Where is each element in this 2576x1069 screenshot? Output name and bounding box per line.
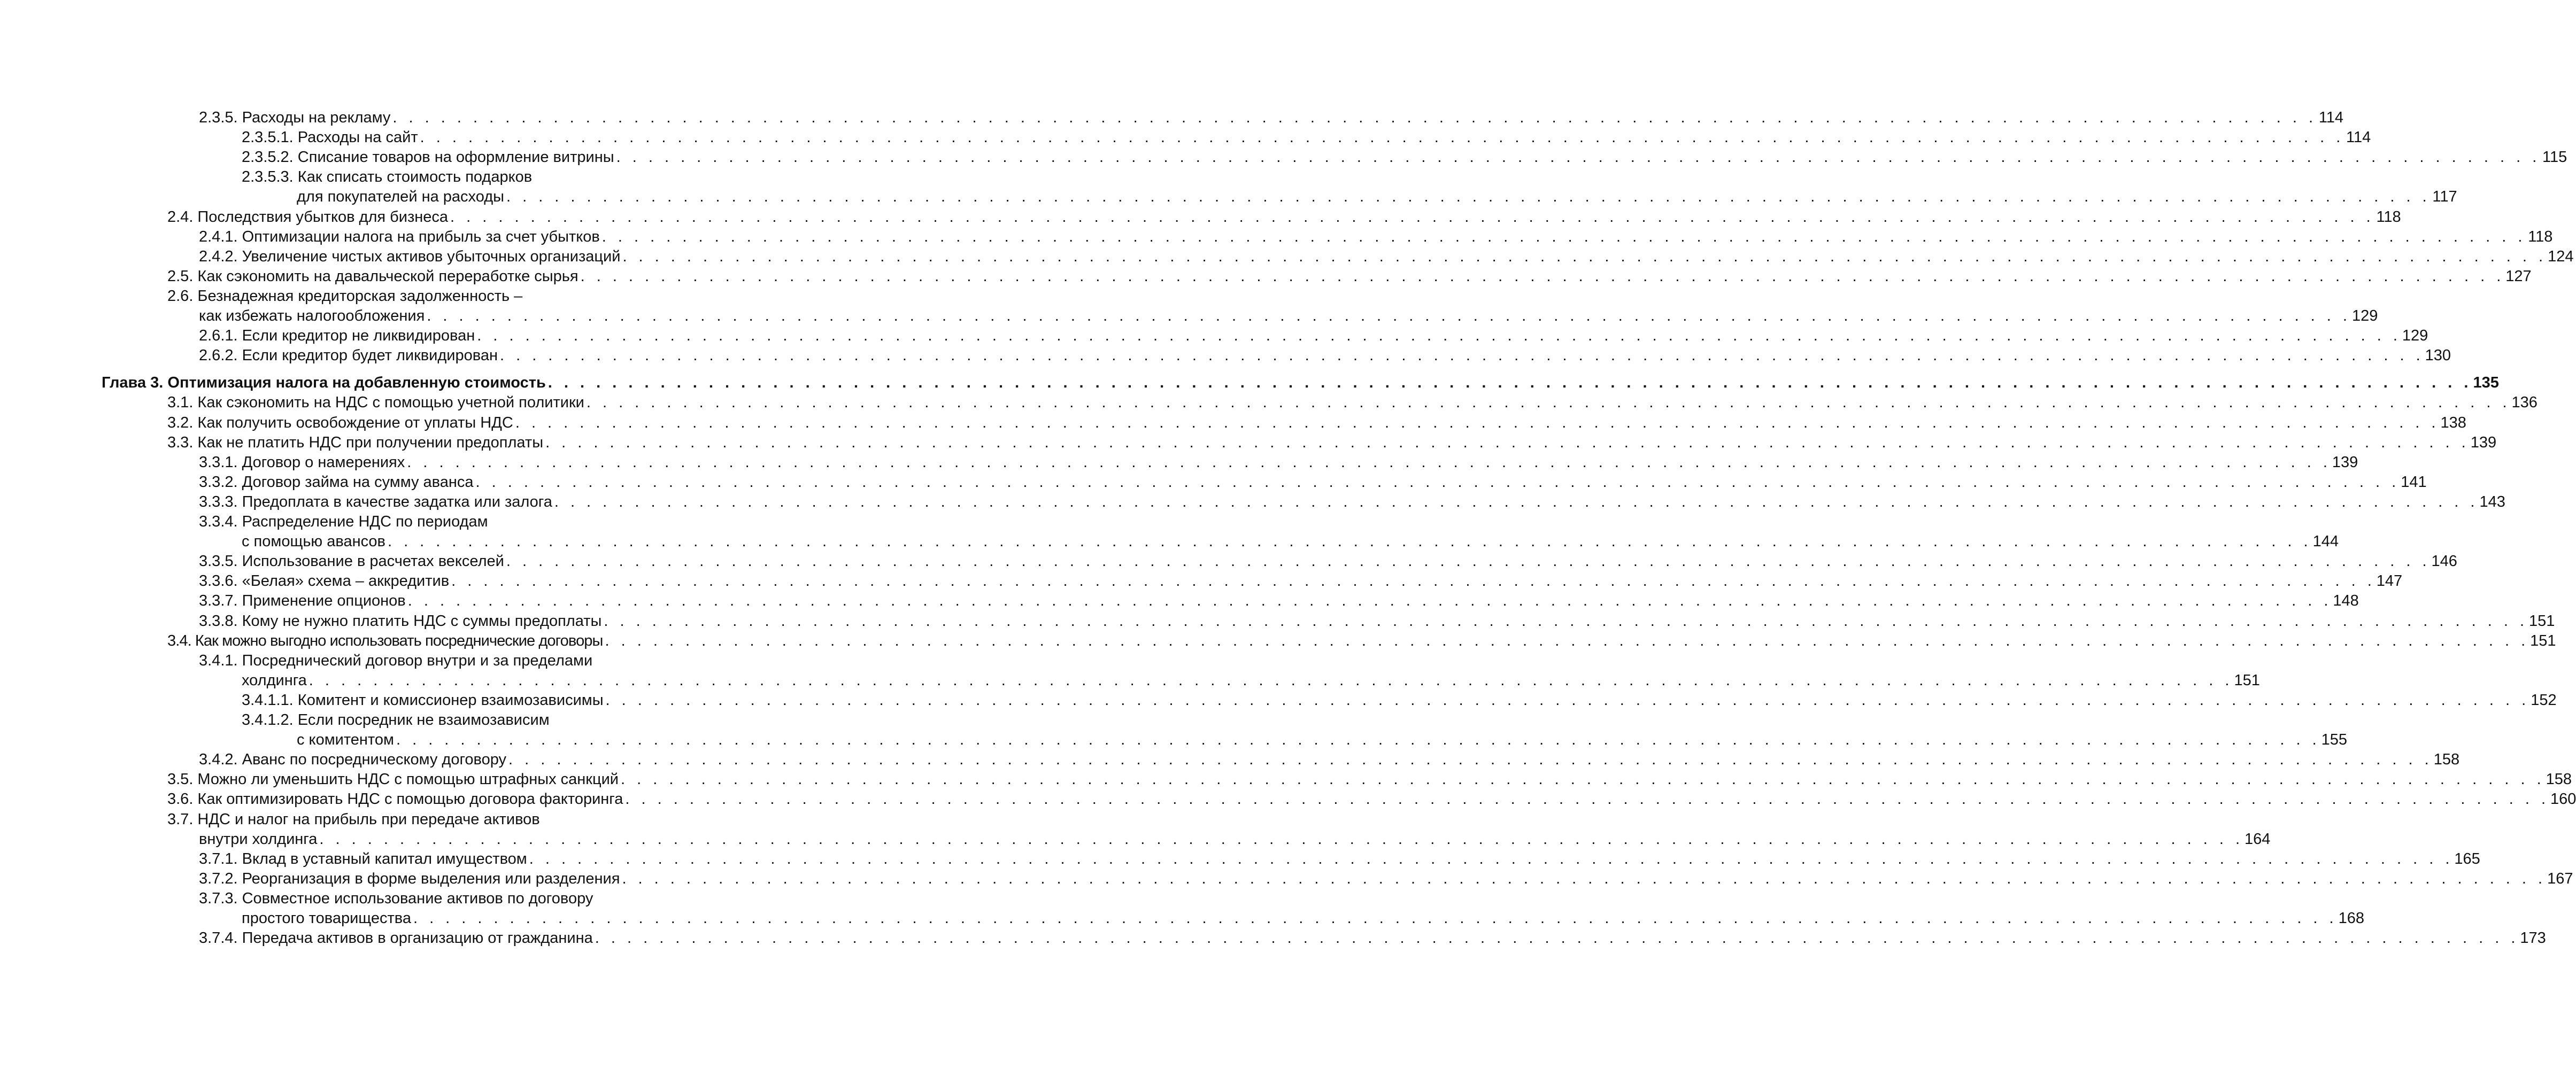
toc-entry-title: 3.3. Как не платить НДС при получении предоплаты (167, 434, 544, 451)
toc-page-number: 118 (2376, 208, 2401, 226)
toc-dot-leader: . . . . . . . . . . . . . . . . . . . . . . . . . . . . . . . . . . . . . . . . . . . . . . . . . . . . . . . . . . . . . . . . . . . . . . . . . . . . . . . . . . . . . . . . . . . . . . . . . . . . . . . . . . . . . . . . . . . . . . . . (622, 870, 2547, 887)
toc-dot-leader: . . . . . . . . . . . . . . . . . . . . . . . . . . . . . . . . . . . . . . . . . . . . . . . . . . . . . . . . . . . . . . . . . . . . . . . . . . . . . . . . . . . . . . . . . . . . . . . . . . . . . . . . . . . . . . . . . . . . . . . . (413, 910, 2338, 927)
toc-entry-title: 3.3.4. Распределение НДС по периодам (199, 513, 488, 530)
toc-page-number: 114 (2346, 129, 2371, 146)
toc-dot-leader: . . . . . . . . . . . . . . . . . . . . . . . . . . . . . . . . . . . . . . . . . . . . . . . . . . . . . . . . . . . . . . . . . . . . . . . . . . . . . . . . . . . . . . . . . . . . . . . . . . . . . . . . . . . . . . . . . . . . . . . . (319, 831, 2244, 848)
toc-entry-title: 2.3.5.3. Как списать стоимость подарков (242, 168, 533, 185)
toc-page-number: 158 (2546, 771, 2572, 788)
toc-entry-title: 3.7.3. Совместное использование активов по договору (199, 890, 593, 907)
toc-page-number: 167 (2547, 870, 2573, 887)
toc-page-number: 118 (2528, 228, 2553, 245)
toc-entry (199, 108, 2344, 127)
toc-page-number: 144 (2312, 533, 2339, 550)
toc-dot-leader: . . . . . . . . . . . . . . . . . . . . . . . . . . . . . . . . . . . . . . . . . . . . . . . . . . . . . . . . . . . . . . . . . . . . . . . . . . . . . . . . . . . . . . . . . . . . . . . . . . . . . . . . . . . . . . . . . . . . . . . . (407, 454, 2331, 471)
toc-page-number: 168 (2338, 910, 2364, 927)
toc-entry (297, 730, 2348, 749)
toc-entry (167, 207, 2401, 227)
toc-page-number: 165 (2454, 850, 2480, 867)
toc-dot-leader: . . . . . . . . . . . . . . . . . . . . . . . . . . . . . . . . . . . . . . . . . . . . . . . . . . . . . . . . . . . . . . . . . . . . . . . . . . . . . . . . . . . . . . . . . . . . . . . . . . . . . . . . . . . . . . . . . . . . . . . . (451, 572, 2376, 590)
toc-entry (199, 611, 2555, 631)
toc-dot-leader: . . . . . . . . . . . . . . . . . . . . . . . . . . . . . . . . . . . . . . . . . . . . . . . . . . . . . . . . . . . . . . . . . . . . . . . . . . . . . . . . . . . . . . . . . . . . . . . . . . . . . . . . . . . . . . . . . . . . . . . . (508, 751, 2433, 768)
toc-page-number: 135 (2473, 374, 2499, 391)
toc-dot-leader: . . . . . . . . . . . . . . . . . . . . . . . . . . . . . . . . . . . . . . . . . . . . . . . . . . . . . . . . . . . . . . . . . . . . . . . . . . . . . . . . . . . . . . . . . . . . . . . . . . . . . . . . . . . . . . . . . . . . . . . . (427, 307, 2351, 324)
toc-entry-title: 3.6. Как оптимизировать НДС с помощью договора факторинга (167, 791, 623, 808)
toc-dot-leader: . . . . . . . . . . . . . . . . . . . . . . . . . . . . . . . . . . . . . . . . . . . . . . . . . . . . . . . . . . . . . . . . . . . . . . . . . . . . . . . . . . . . . . . . . . . . . . . . . . . . . . . . . . . . . . . . . . . . . . . . (595, 929, 2519, 947)
toc-dot-leader: . . . . . . . . . . . . . . . . . . . . . . . . . . . . . . . . . . . . . . . . . . . . . . . . . . . . . . . . . . . . . . . . . . . . . . . . . . . . . . . . . . . . . . . . . . . . . . . . . . . . . . . . . . . . . . . . . . . . . . . . (420, 129, 2344, 146)
toc-dot-leader: . . . . . . . . . . . . . . . . . . . . . . . . . . . . . . . . . . . . . . . . . . . . . . . . . . . . . . . . . . . . . . . . . . . . . . . . . . . . . . . . . . . . . . . . . . . . . . . . . . . . . . . . . . . . . . . . . . . . . . . . (506, 553, 2431, 570)
toc-entry-title: 3.4.2. Аванс по посредническому договору (199, 751, 507, 768)
toc-entry-title: для покупателей на расходы (297, 188, 504, 205)
toc-entry-wrapped (199, 889, 659, 908)
toc-entry (199, 928, 2546, 948)
toc-dot-leader: . . . . . . . . . . . . . . . . . . . . . . . . . . . . . . . . . . . . . . . . . . . . . . . . . . . . . . . . . . . . . . . . . . . . . . . . . . . . . . . . . . . . . . . . . . . . . . . . . . . . . . . . . . . . . . . . . . . . . . . . (554, 493, 2479, 510)
toc-dot-leader: . . . . . . . . . . . . . . . . . . . . . . . . . . . . . . . . . . . . . . . . . . . . . . . . . . . . . . . . . . . . . . . . . . . . . . . . . . . . . . . . . . . . . . . . . . . . . . . . . . . . . . . . . . . . . . . . . . . . . . . . (616, 149, 2541, 166)
toc-entry (199, 849, 2480, 869)
toc-entry (102, 373, 2499, 392)
toc-entry-title: с комитентом (297, 731, 394, 748)
toc-entry (199, 306, 2378, 326)
toc-entry-title: 3.4.1.1. Комитент и комиссионер взаимозависимы (242, 692, 604, 709)
toc-dot-leader: . . . . . . . . . . . . . . . . . . . . . . . . . . . . . . . . . . . . . . . . . . . . . . . . . . . . . . . . . . . . . . . . . . . . . . . . . . . . . . . . . . . . . . . . . . . . . . . . . . . . . . . . . . . . . . . . . . . . . . . . (392, 109, 2317, 126)
toc-dot-leader: . . . . . . . . . . . . . . . . . . . . . . . . . . . . . . . . . . . . . . . . . . . . . . . . . . . . . . . . . . . . . . . . . . . . . . . . . . . . . . . . . . . . . . . . . . . . . . . . . . . . . . . . . . . . . . . . . . . . . . . . (605, 692, 2530, 709)
toc-entry (242, 148, 2567, 167)
toc-entry (167, 413, 2466, 432)
toc-entry (199, 247, 2574, 266)
toc-entry-title: 3.7.2. Реорганизация в форме выделения или разделения (199, 870, 620, 887)
toc-page-number: 158 (2433, 751, 2460, 768)
toc-page-number: 117 (2432, 188, 2457, 205)
toc-entry-title: как избежать налогообложения (199, 307, 425, 324)
toc-entry (242, 532, 2339, 551)
toc-page-number: 160 (2550, 791, 2576, 808)
toc-entry (199, 227, 2553, 246)
toc-page-number: 141 (2401, 474, 2427, 491)
toc-page-number: 146 (2431, 553, 2457, 570)
toc-dot-leader: . . . . . . . . . . . . . . . . . . . . . . . . . . . . . . . . . . . . . . . . . . . . . . . . . . . . . . . . . . . . . . . . . . . . . . . . . . . . . . . . . . . . . . . . . . . . . . . . . . . . . . . . . . . . . . . . . . . . . . . . (506, 188, 2431, 205)
toc-entry-title: 3.3.5. Использование в расчетах векселей (199, 553, 504, 570)
toc-entry-wrapped (199, 651, 659, 670)
toc-dot-leader: . . . . . . . . . . . . . . . . . . . . . . . . . . . . . . . . . . . . . . . . . . . . . . . . . . . . . . . . . . . . . . . . . . . . . . . . . . . . . . . . . . . . . . . . . . . . . . . . . . . . . . . . . . . . . . . . . . . . . . . . (621, 771, 2545, 788)
toc-entry (199, 453, 2358, 472)
toc-dot-leader: . . . . . . . . . . . . . . . . . . . . . . . . . . . . . . . . . . . . . . . . . . . . . . . . . . . . . . . . . . . . . . . . . . . . . . . . . . . . . . . . . . . . . . . . . . . . . . . . . . . . . . . . . . . . . . . . . . . . . . . . (387, 533, 2312, 550)
toc-entry-wrapped (242, 167, 659, 187)
toc-entry-title: простого товарищества (242, 910, 411, 927)
toc-page-number: 164 (2245, 831, 2271, 848)
toc-dot-leader: . . . . . . . . . . . . . . . . . . . . . . . . . . . . . . . . . . . . . . . . . . . . . . . . . . . . . . . . . . . . . . . . . . . . . . . . . . . . . . . . . . . . . . . . . . . . . . . . . . . . . . . . . . . . . . . . . . . . . . . . (396, 731, 2320, 748)
toc-dot-leader: . . . . . . . . . . . . . . . . . . . . . . . . . . . . . . . . . . . . . . . . . . . . . . . . . . . . . . . . . . . . . . . . . . . . . . . . . . . . . . . . . . . . . . . . . . . . . . . . . . . . . . . . . . . . . . . . . . . . . . . . (625, 791, 2550, 808)
toc-entry-title: 2.3.5.2. Списание товаров на оформление витрины (242, 149, 614, 166)
toc-entry-title: 3.7. НДС и налог на прибыль при передаче активов (167, 811, 540, 828)
toc-entry-title: 2.4.2. Увеличение чистых активов убыточных организаций (199, 248, 621, 265)
toc-entry-title: внутри холдинга (199, 831, 318, 848)
toc-entry-title: с помощью авансов (242, 533, 385, 550)
toc-entry (297, 187, 2457, 206)
toc-entry-title: 3.1. Как сэкономить на НДС с помощью учетной политики (167, 394, 584, 411)
toc-entry-title: 2.3.5. Расходы на рекламу (199, 109, 391, 126)
toc-page-number: 114 (2318, 109, 2344, 126)
toc-page-number: 173 (2520, 929, 2546, 947)
toc-entry (199, 869, 2573, 888)
toc-entry-title: 3.5. Можно ли уменьшить НДС с помощью штрафных санкций (167, 771, 619, 788)
toc-entry-title: 3.3.6. «Белая» схема – аккредитив (199, 572, 450, 590)
toc-page-number: 136 (2511, 394, 2538, 411)
toc-entry (242, 909, 2364, 928)
toc-page-number: 129 (2402, 327, 2428, 344)
toc-entry-wrapped (167, 810, 659, 829)
toc-entry (199, 750, 2460, 769)
toc-page-number: 151 (2234, 672, 2260, 689)
toc-entry (199, 326, 2428, 345)
toc-entry-title: 2.3.5.1. Расходы на сайт (242, 129, 418, 146)
toc-dot-leader: . . . . . . . . . . . . . . . . . . . . . . . . . . . . . . . . . . . . . . . . . . . . . . . . . . . . . . . . . . . . . . . . . . . . . . . . . . . . . . . . . . . . . . . . . . . . . . . . . . . . . . . . . . . . . . . . . . . . . . . . (529, 850, 2454, 867)
toc-dot-leader: . . . . . . . . . . . . . . . . . . . . . . . . . . . . . . . . . . . . . . . . . . . . . . . . . . . . . . . . . . . . . . . . . . . . . . . . . . . . . . . . . . . . . . . . . . . . . . . . . . . . . . . . . . . . . . . . . . . . . . . . (545, 434, 2470, 451)
toc-page-number: 143 (2479, 493, 2505, 510)
toc-entry (242, 671, 2260, 690)
toc-entry-title: 3.3.7. Применение опционов (199, 592, 406, 609)
toc-entry (199, 346, 2451, 365)
toc-dot-leader: . . . . . . . . . . . . . . . . . . . . . . . . . . . . . . . . . . . . . . . . . . . . . . . . . . . . . . . . . . . . . . . . . . . . . . . . . . . . . . . . . . . . . . . . . . . . . . . . . . . . . . . . . . . . . . . . . . . . . . . . (477, 327, 2401, 344)
toc-entry (167, 789, 2576, 809)
toc-dot-leader: . . . . . . . . . . . . . . . . . . . . . . . . . . . . . . . . . . . . . . . . . . . . . . . . . . . . . . . . . . . . . . . . . . . . . . . . . . . . . . . . . . . . . . . . . . . . . . . . . . . . . . . . . . . . . . . . . . . . . . . . (547, 374, 2472, 391)
toc-entry-title: 3.3.8. Кому не нужно платить НДС с суммы предоплаты (199, 613, 602, 630)
toc-entry-title: 3.3.3. Предоплата в качестве задатка или залога (199, 493, 552, 510)
toc-entry-wrapped (199, 512, 659, 531)
toc-page-number: 139 (2470, 434, 2497, 451)
toc-entry-title: холдинга (242, 672, 307, 689)
toc-dot-leader: . . . . . . . . . . . . . . . . . . . . . . . . . . . . . . . . . . . . . . . . . . . . . . . . . . . . . . . . . . . . . . . . . . . . . . . . . . . . . . . . . . . . . . . . . . . . . . . . . . . . . . . . . . . . . . . . . . . . . . . . (450, 208, 2374, 226)
toc-entry-title: 3.4.1.2. Если посредник не взаимозависим (242, 711, 550, 729)
toc-entry (167, 433, 2497, 452)
toc-dot-leader: . . . . . . . . . . . . . . . . . . . . . . . . . . . . . . . . . . . . . . . . . . . . . . . . . . . . . . . . . . . . . . . . . . . . . . . . . . . . . . . . . . . . . . . . . . . . . . . . . . . . . . . . . . . . . . . . . . . . . . . . (580, 268, 2505, 285)
toc-entry (242, 128, 2371, 147)
toc-page-number: 152 (2531, 692, 2557, 709)
toc-page-number: 115 (2542, 149, 2567, 166)
toc-entry-title: 3.4.1. Посреднический договор внутри и за пределами (199, 652, 593, 669)
toc-dot-leader: . . . . . . . . . . . . . . . . . . . . . . . . . . . . . . . . . . . . . . . . . . . . . . . . . . . . . . . . . . . . . . . . . . . . . . . . . . . . . . . . . . . . . . . . . . . . . . . . . . . . . . . . . . . . . . . . . . . . . . . . (515, 414, 2440, 431)
toc-dot-leader: . . . . . . . . . . . . . . . . . . . . . . . . . . . . . . . . . . . . . . . . . . . . . . . . . . . . . . . . . . . . . . . . . . . . . . . . . . . . . . . . . . . . . . . . . . . . . . . . . . . . . . . . . . . . . . . . . . . . . . . . (622, 248, 2547, 265)
toc-dot-leader: . . . . . . . . . . . . . . . . . . . . . . . . . . . . . . . . . . . . . . . . . . . . . . . . . . . . . . . . . . . . . . . . . . . . . . . . . . . . . . . . . . . . . . . . . . . . . . . . . . . . . . . . . . . . . . . . . . . . . . . . (407, 592, 2332, 609)
toc-entry-title: Глава 3. Оптимизация налога на добавленную стоимость (102, 374, 546, 391)
toc-dot-leader: . . . . . . . . . . . . . . . . . . . . . . . . . . . . . . . . . . . . . . . . . . . . . . . . . . . . . . . . . . . . . . . . . . . . . . . . . . . . . . . . . . . . . . . . . . . . . . . . . . . . . . . . . . . . . . . . . . . . . . . . (605, 632, 2529, 649)
toc-entry-title: 3.4. Как можно выгодно использовать посреднические договоры (167, 632, 603, 649)
toc-entry (242, 691, 2557, 710)
toc-entry-title: 3.3.1. Договор о намерениях (199, 454, 405, 471)
toc-dot-leader: . . . . . . . . . . . . . . . . . . . . . . . . . . . . . . . . . . . . . . . . . . . . . . . . . . . . . . . . . . . . . . . . . . . . . . . . . . . . . . . . . . . . . . . . . . . . . . . . . . . . . . . . . . . . . . . . . . . . . . . . (499, 347, 2424, 364)
toc-entry (199, 591, 2359, 610)
toc-entry-title: 3.3.2. Договор займа на сумму аванса (199, 474, 474, 491)
toc-entry-title: 2.4.1. Оптимизации налога на прибыль за счет убытков (199, 228, 600, 245)
toc-dot-leader: . . . . . . . . . . . . . . . . . . . . . . . . . . . . . . . . . . . . . . . . . . . . . . . . . . . . . . . . . . . . . . . . . . . . . . . . . . . . . . . . . . . . . . . . . . . . . . . . . . . . . . . . . . . . . . . . . . . . . . . . (586, 394, 2511, 411)
toc-entry (199, 492, 2505, 512)
toc-entry (199, 552, 2457, 571)
toc-entry-wrapped (242, 710, 659, 730)
toc-entry-title: 2.6.2. Если кредитор будет ликвидирован (199, 347, 498, 364)
toc-entry (167, 770, 2572, 789)
toc-page-number: 127 (2505, 268, 2532, 285)
toc-entry-title: 2.6. Безнадежная кредиторская задолженность – (167, 288, 523, 305)
toc-entry-title: 2.4. Последствия убытков для бизнеса (167, 208, 449, 226)
toc-dot-leader: . . . . . . . . . . . . . . . . . . . . . . . . . . . . . . . . . . . . . . . . . . . . . . . . . . . . . . . . . . . . . . . . . . . . . . . . . . . . . . . . . . . . . . . . . . . . . . . . . . . . . . . . . . . . . . . . . . . . . . . . (475, 474, 2400, 491)
toc-entry (167, 267, 2532, 286)
toc-entry-title: 2.5. Как сэкономить на давальческой переработке сырья (167, 268, 579, 285)
toc-page-number: 129 (2351, 307, 2378, 324)
toc-entry (199, 472, 2427, 492)
toc-dot-leader: . . . . . . . . . . . . . . . . . . . . . . . . . . . . . . . . . . . . . . . . . . . . . . . . . . . . . . . . . . . . . . . . . . . . . . . . . . . . . . . . . . . . . . . . . . . . . . . . . . . . . . . . . . . . . . . . . . . . . . . . (601, 228, 2526, 245)
toc-page-number: 124 (2548, 248, 2574, 265)
toc-dot-leader: . . . . . . . . . . . . . . . . . . . . . . . . . . . . . . . . . . . . . . . . . . . . . . . . . . . . . . . . . . . . . . . . . . . . . . . . . . . . . . . . . . . . . . . . . . . . . . . . . . . . . . . . . . . . . . . . . . . . . . . . (308, 672, 2233, 689)
toc-page-number: 139 (2332, 454, 2358, 471)
toc-entry-wrapped (167, 286, 659, 306)
toc-entry-title: 3.2. Как получить освобождение от уплаты НДС (167, 414, 513, 431)
toc-entry-title: 2.6.1. Если кредитор не ликвидирован (199, 327, 475, 344)
toc-entry-title: 3.7.1. Вклад в уставный капитал имуществом (199, 850, 527, 867)
toc-page-number: 130 (2425, 347, 2451, 364)
toc-page-number: 138 (2440, 414, 2466, 431)
toc-dot-leader: . . . . . . . . . . . . . . . . . . . . . . . . . . . . . . . . . . . . . . . . . . . . . . . . . . . . . . . . . . . . . . . . . . . . . . . . . . . . . . . . . . . . . . . . . . . . . . . . . . . . . . . . . . . . . . . . . . . . . . . . (604, 613, 2528, 630)
toc-page-number: 151 (2530, 632, 2556, 649)
toc-entry (199, 830, 2271, 849)
toc-entry (167, 631, 2556, 650)
toc-entry (167, 393, 2538, 412)
toc-page-number: 148 (2333, 592, 2359, 609)
toc-entry-title: 3.7.4. Передача активов в организацию от гражданина (199, 929, 593, 947)
toc-page-number: 151 (2529, 613, 2555, 630)
toc-entry (199, 571, 2403, 591)
toc-page-number: 155 (2321, 731, 2348, 748)
toc-page-number: 147 (2376, 572, 2403, 590)
